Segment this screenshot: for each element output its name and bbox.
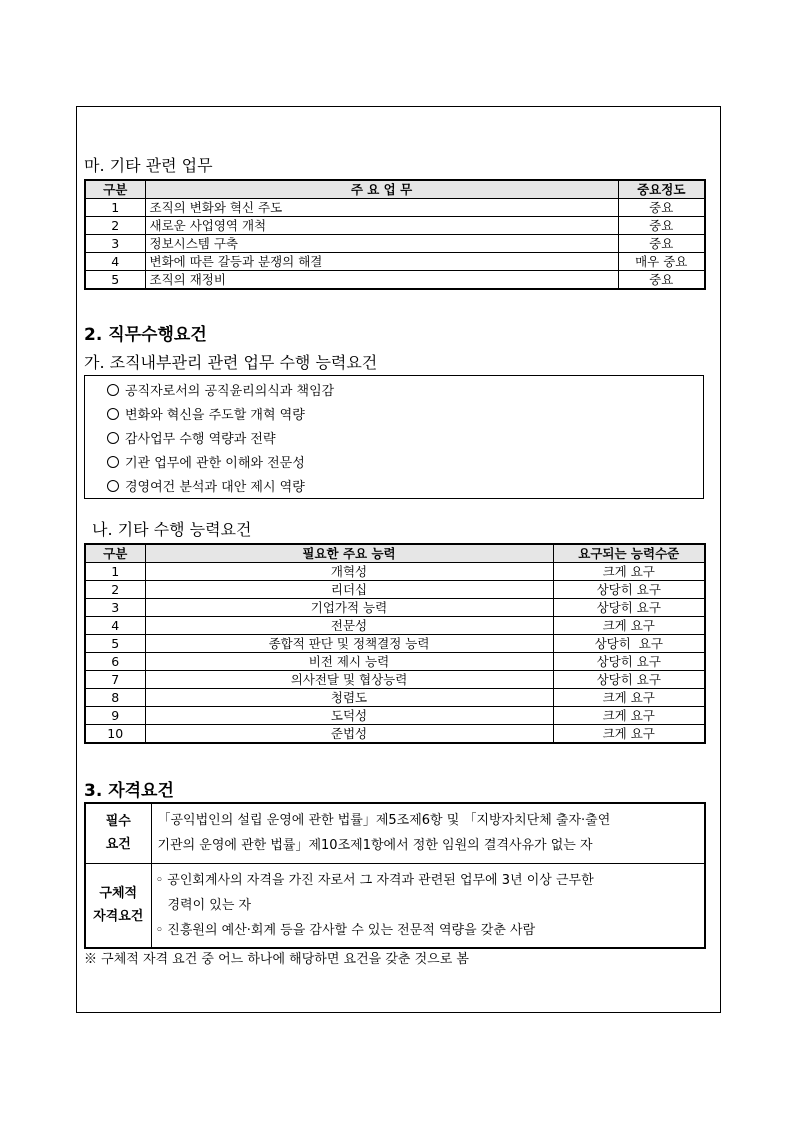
table-row: [85, 863, 705, 948]
row-level: 상당히 요구: [553, 599, 705, 617]
row-level: 상당히 요구: [553, 671, 705, 689]
section-na-title: 나. 기타 수행 능력요건: [92, 520, 252, 539]
specific-text: [151, 863, 705, 948]
row-no: 4: [85, 617, 145, 635]
row-no: 2: [85, 581, 145, 599]
table-row: [85, 617, 705, 635]
row-level: 상당히 요구: [553, 653, 705, 671]
specific-text-line: 경력이 있는 자: [167, 897, 252, 913]
row-no: 9: [85, 707, 145, 725]
row-importance: 중요: [618, 217, 705, 235]
ability-requirements-box: [84, 375, 704, 499]
table-row: [85, 271, 705, 290]
row-importance: 중요: [618, 199, 705, 217]
row-level: 크게 요구: [553, 563, 705, 581]
table-row: [85, 581, 705, 599]
table-row: [85, 689, 705, 707]
row-no: 1: [85, 563, 145, 581]
row-level: 크게 요구: [553, 707, 705, 725]
row-level: 크게 요구: [553, 617, 705, 635]
list-item: [107, 476, 703, 500]
row-no: 5: [85, 635, 145, 653]
table-row: [85, 707, 705, 725]
row-ability: 전문성: [145, 617, 553, 635]
table-row: [85, 563, 705, 581]
row-no: 8: [85, 689, 145, 707]
required-text-line: 「공익법인의 설립 운영에 관한 법률」제5조제6항 및 「지방자치단체 출자·출연: [157, 813, 611, 829]
row-ability: 도덕성: [145, 707, 553, 725]
qualification-note: ※ 구체적 자격 요건 중 어느 하나에 해당하면 요건을 갖춘 것으로 봄: [84, 952, 469, 967]
row-level: 크게 요구: [553, 689, 705, 707]
circle-bullet-icon: [107, 456, 119, 468]
required-label-line: 요건: [105, 837, 131, 853]
required-label-line: 필수: [105, 814, 131, 830]
required-label: [85, 803, 151, 863]
col-header-importance: 중요정도: [618, 180, 705, 199]
col-header-no: 구분: [85, 180, 145, 199]
section-ga-title: 가. 조직내부관리 관련 업무 수행 능력요건: [84, 353, 378, 372]
row-ability: 개혁성: [145, 563, 553, 581]
section-3-title: 3. 자격요건: [84, 781, 174, 801]
list-item: [107, 404, 703, 428]
specific-label-line: 구체적: [99, 886, 138, 901]
row-ability: 종합적 판단 및 정책결정 능력: [145, 635, 553, 653]
circle-bullet-icon: [107, 432, 119, 444]
table-header-row: [85, 180, 705, 199]
col-header-no: 구분: [85, 544, 145, 563]
row-level: 상당히 요구: [553, 635, 705, 653]
qualification-table: [84, 802, 706, 949]
row-no: 7: [85, 671, 145, 689]
section-2-title: 2. 직무수행요건: [84, 325, 207, 345]
required-text: [151, 803, 705, 863]
list-item-text: 공직자로서의 공직윤리의식과 책임감: [125, 384, 335, 399]
list-item: [107, 428, 703, 452]
row-ability: 준법성: [145, 725, 553, 744]
row-no: 6: [85, 653, 145, 671]
specific-label-line: 자격요건: [93, 909, 144, 924]
table-row: [85, 653, 705, 671]
list-item-text: 감사업무 수행 역량과 전략: [125, 432, 276, 447]
list-item-text: 경영여건 분석과 대안 제시 역량: [125, 480, 305, 495]
table-row: [85, 217, 705, 235]
table-row: [85, 725, 705, 744]
table-header-row: [85, 544, 705, 563]
required-text-line: 기관의 운영에 관한 법률」제10조제1항에서 정한 임원의 결격사유가 없는 자: [157, 838, 593, 854]
list-item-text: 기관 업무에 관한 이해와 전문성: [125, 456, 305, 471]
table-row: [85, 635, 705, 653]
row-level: 크게 요구: [553, 725, 705, 744]
row-level: 상당히 요구: [553, 581, 705, 599]
row-task: 새로운 사업영역 개척: [145, 217, 618, 235]
row-no: 4: [85, 253, 145, 271]
circle-bullet-icon: [107, 384, 119, 396]
table-row: [85, 671, 705, 689]
row-importance: 중요: [618, 235, 705, 253]
table-row: [85, 803, 705, 863]
other-abilities-table: [84, 543, 706, 744]
table-row: [85, 253, 705, 271]
row-ability: 청렴도: [145, 689, 553, 707]
col-header-level: 요구되는 능력수준: [553, 544, 705, 563]
circle-bullet-icon: [107, 480, 119, 492]
row-task: 조직의 변화와 혁신 주도: [145, 199, 618, 217]
section-ma-title: 마. 기타 관련 업무: [84, 156, 213, 175]
circle-bullet-icon: [107, 408, 119, 420]
row-no: 1: [85, 199, 145, 217]
row-ability: 비전 제시 능력: [145, 653, 553, 671]
specific-text-line: ◦ 진흥원의 예산·회계 등을 감사할 수 있는 전문적 역량을 갖춘 사람: [155, 922, 536, 938]
row-no: 3: [85, 599, 145, 617]
row-no: 3: [85, 235, 145, 253]
row-no: 5: [85, 271, 145, 290]
other-tasks-table: [84, 179, 706, 290]
row-ability: 기업가적 능력: [145, 599, 553, 617]
row-importance: 매우 중요: [618, 253, 705, 271]
row-no: 10: [85, 725, 145, 744]
row-task: 조직의 재정비: [145, 271, 618, 290]
row-task: 정보시스템 구축: [145, 235, 618, 253]
col-header-ability: 필요한 주요 능력: [145, 544, 553, 563]
list-item-text: 변화와 혁신을 주도할 개혁 역량: [125, 408, 305, 423]
specific-text-line: ◦ 공인회계사의 자격을 가진 자로서 그 자격과 관련된 업무에 3년 이상 근무한: [155, 872, 594, 888]
table-row: [85, 599, 705, 617]
table-row: [85, 199, 705, 217]
list-item: [107, 452, 703, 476]
col-header-task: 주 요 업 무: [145, 180, 618, 199]
row-task: 변화에 따른 갈등과 분쟁의 해결: [145, 253, 618, 271]
row-importance: 중요: [618, 271, 705, 290]
list-item: [107, 380, 703, 404]
table-row: [85, 235, 705, 253]
row-ability: 의사전달 및 협상능력: [145, 671, 553, 689]
specific-label: [85, 863, 151, 948]
row-ability: 리더십: [145, 581, 553, 599]
row-no: 2: [85, 217, 145, 235]
